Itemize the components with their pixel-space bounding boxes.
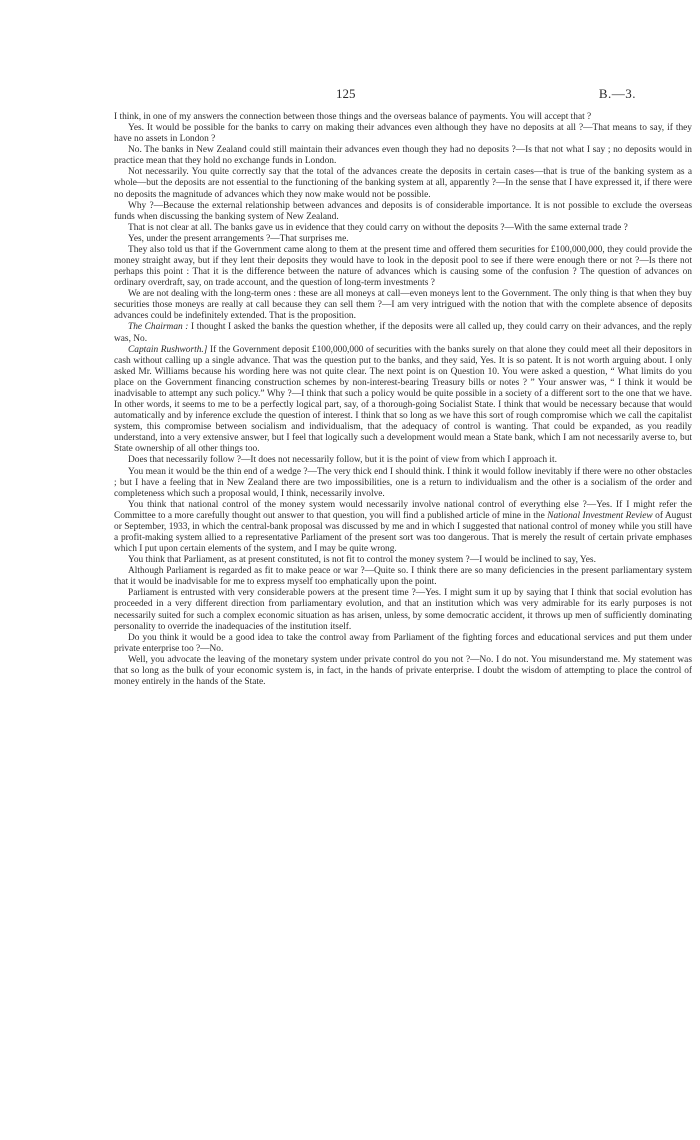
- paragraph: Parliament is entrusted with very considerable powers at the present time ?—Yes. I might sum it up by saying that I think that social evolution has proceeded in a very different direction from parliamentary evolution, and that an institution which was very admirable for its early purposes is not necessarily suited for such a complex economic situation as has arisen, unless, by some democratic accident, it throws up men of sufficiently dominating personality to override the inadequacies of the institution itself.: [114, 588, 692, 632]
- paragraph: Captain Rushworth.] If the Government deposit £100,000,000 of securities with the banks surely on that alone they could meet all their depositors in cash without calling up a single advance. That was the question put to the banks, and they said, Yes. It is so patent. It is not worth arguing about. I only asked Mr. Williams because his wording here was not quite clear. The next point is on Question 10. You were asked a question, “ What limits do you place on the Government financing construction schemes by non-interest-bearing Treasury bills or notes ? ” Your answer was, “ I think it would be inadvisable to attempt any such policy.” Why ?—I think that such a policy would be quite possible in a society of a different sort to the one that we have. In other words, it seems to me to be a perfectly logical part, say, of a thorough-going Socialist State. I think that would be necessary because that would automatically and by inference exclude the question of interest. I think that so long as we have this sort of rough compromise which we call the capitalist system, this compromise between socialism and individualism, that the adequacy of control is wanting. That could be expanded, as you readily understand, into a very extensive answer, but I feel that logically such a development would mean a State bank, which I am not necessarily averse to, but State ownership of all other things too.: [114, 344, 692, 455]
- speaker-label: Captain Rushworth.]: [128, 344, 208, 355]
- page-number: 125: [336, 86, 356, 101]
- body-text: [114, 112, 692, 688]
- page-header: [0, 86, 700, 102]
- paragraph: You mean it would be the thin end of a wedge ?—The very thick end I should think. I think it would follow inevitably if there were no other obstacles ; but I have a feeling that in New Zealand there are two impossibilities, one is a return to individualism and the other is a socialism of the order and completeness which such a proposal would, I think, necessarily involve.: [114, 466, 692, 499]
- paragraph: We are not dealing with the long-term ones : these are all moneys at call—even moneys lent to the Government. The only thing is that when they buy securities those moneys are really at call because they can sell them ?—I am very intrigued with the notion that with the complete absence of deposits advances could be indefinitely extended. That is the proposition.: [114, 289, 692, 322]
- paragraph: You think that national control of the money system would necessarily involve national control of everything else ?—Yes. If I might refer the Committee to a more carefully thought out answer to that question, you will find a published article of mine in the National Investment Review of August or September, 1933, in which the central-bank proposal was discussed by me and in which I suggested that national control of money while you still have a profit-making system allied to a representative Parliament of the present sort was too dangerous. That is merely the result of certain private emphases which I put upon certain elements of the system, and I may be quite wrong.: [114, 499, 692, 555]
- paragraph: You think that Parliament, as at present constituted, is not fit to control the money system ?—I would be inclined to say, Yes.: [128, 555, 596, 566]
- speaker-label: The Chairman :: [128, 322, 189, 333]
- document-reference: B.—3.: [598, 86, 636, 101]
- paragraph: Do you think it would be a good idea to take the control away from Parliament of the fighting forces and educational services and put them under private enterprise too ?—No.: [114, 632, 692, 654]
- paragraph: Not necessarily. You quite correctly say that the total of the advances create the deposits in certain cases—that is true of the banking system as a whole—but the deposits are not essential to the functioning of the banking system at all, apparently ?—In the sense that I have expressed it, if there were no deposits the magnitude of advances which they now make would not be possible.: [114, 167, 692, 200]
- paragraph: Why ?—Because the external relationship between advances and deposits is of considerable importance. It is not possible to exclude the overseas funds when discussing the banking system of New Zealand.: [114, 200, 692, 222]
- publication-title: National Investment Review: [547, 510, 653, 521]
- paragraph: Yes. It would be possible for the banks to carry on making their advances even although they have no deposits at all ?—That means to say, if they have no assets in London ?: [114, 123, 692, 145]
- paragraph: They also told us that if the Government came along to them at the present time and offered them securities for £100,000,000, they could provide the money straight away, but if they lent their deposits they would have to look in the deposit pool to see if there were enough there or not ?—Is there not perhaps this point : That it is the difference between the nature of advances which is causing some of the confusion ? The question of advances on ordinary overdraft, say, on trade account, and the question of long-term investments ?: [114, 244, 692, 289]
- paragraph: The Chairman : I thought I asked the banks the question whether, if the deposits were all called up, they could carry on their advances, and the reply was, No.: [114, 322, 692, 344]
- paragraph: I think, in one of my answers the connection between those things and the overseas balance of payments. You will accept that ?: [114, 112, 592, 122]
- paragraph: No. The banks in New Zealand could still maintain their advances even though they had no deposits ?—Is that not what I say ; no deposits would in practice mean that they hold no exchange funds in London.: [114, 145, 692, 167]
- paragraph: Although Parliament is regarded as fit to make peace or war ?—Quite so. I think there are so many deficiencies in the present parliamentary system that it would be inadvisable for me to express myself too emphatically upon the point.: [114, 566, 692, 588]
- paragraph: Yes, under the present arrangements ?—That surprises me.: [128, 233, 349, 244]
- paragraph: Well, you advocate the leaving of the monetary system under private control do you not ?—No. I do not. You misunderstand me. My statement was that so long as the bulk of your economic system is, in fact, in the hands of private enterprise. I doubt the wisdom of attempting to place the control of money entirely in the hands of the State.: [114, 654, 692, 687]
- paragraph: That is not clear at all. The banks gave us in evidence that they could carry on without the deposits ?—With the same external trade ?: [128, 222, 628, 233]
- paragraph: Does that necessarily follow ?—It does not necessarily follow, but it is the point of view from which I approach it.: [128, 455, 557, 466]
